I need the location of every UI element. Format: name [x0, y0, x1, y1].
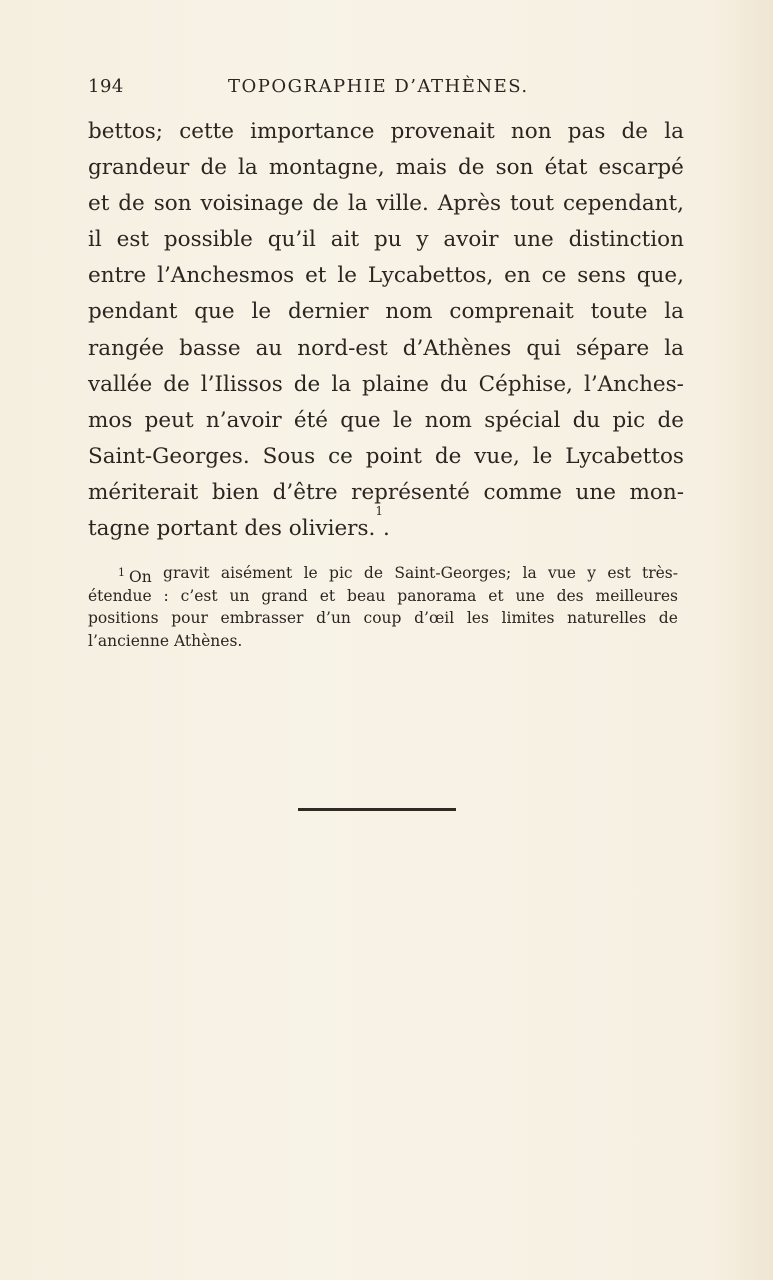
footnote [88, 562, 678, 652]
footnote-line-last: l’ancienne Athènes. [88, 631, 243, 650]
body-line: rangée basse au nord-est d’Athènes qui sépare la [88, 335, 684, 361]
body-line: mériterait bien d’être représenté comme une mon- [88, 479, 684, 505]
body-line: bettos; cette importance provenait non pas de la [88, 119, 684, 144]
running-head [88, 76, 688, 100]
end-rule [298, 808, 456, 811]
body-line: entre l’Anchesmos et le Lycabettos, en ce sens que, [88, 263, 684, 289]
footnote-line-first: $^1$ On gravit aisément le pic de Saint-Georges; la vue y est très- [118, 564, 678, 586]
body-line: mos peut n’avoir été que le nom spécial du pic de [88, 407, 684, 433]
page-number: 194 [88, 76, 124, 97]
body-line: grandeur de la montagne, mais de son état escarpé [88, 155, 684, 181]
body-line-text: tagne portant des oliviers. [88, 516, 376, 542]
running-title: TOPOGRAPHIE D’ATHÈNES. [228, 76, 529, 97]
footnote-reference: 1 [375, 504, 383, 519]
body-line: pendant que le dernier nom comprenait toute la [88, 299, 684, 325]
body-line: il est possible qu’il ait pu y avoir une distinction [88, 227, 684, 253]
body-line: et de son voisinage de la ville. Après tout cependant, [88, 191, 684, 217]
body-line: vallée de l’Ilissos de la plaine du Céphise, l’Anches- [88, 371, 684, 397]
body-text [88, 114, 684, 547]
footnote-marker: 1 [118, 566, 125, 579]
body-line: Saint-Georges. Sous ce point de vue, le Lycabettos [88, 443, 684, 469]
footnote-line: positions pour embrasser d’un coup d’œil les limites naturelles de [88, 609, 678, 627]
footnote-line: étendue : c’est un grand et beau panorama et une des meilleures [88, 586, 678, 605]
body-line-last: tagne portant des oliviers. 1 . [88, 511, 684, 547]
